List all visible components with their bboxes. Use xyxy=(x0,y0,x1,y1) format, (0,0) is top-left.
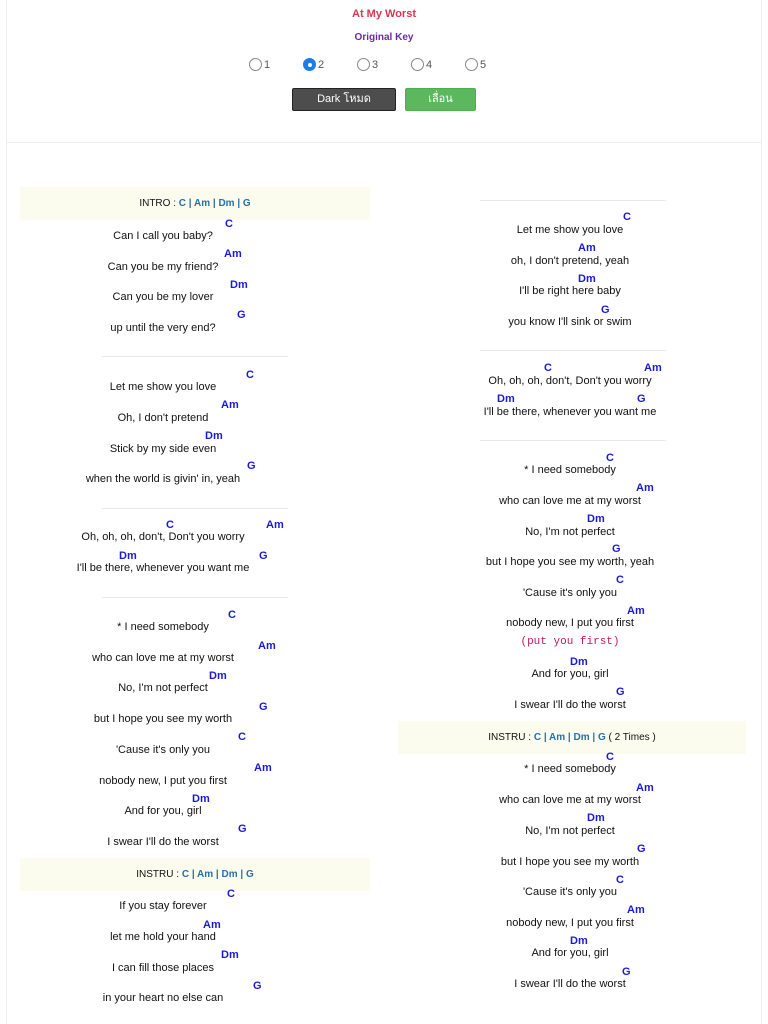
lyric-line: * I need somebody xyxy=(524,464,616,476)
chord: Am xyxy=(224,248,242,260)
chord: G xyxy=(253,980,262,992)
instru-repeat: ( 2 Times ) xyxy=(605,732,656,743)
chord: Dm xyxy=(570,656,588,668)
lyric-line: And for you, girl xyxy=(124,805,202,817)
instru-chords: C | Am | Dm | G xyxy=(533,732,606,743)
chord: Dm xyxy=(587,812,605,824)
lyric-line: I swear I'll do the worst xyxy=(514,978,626,990)
left-column xyxy=(20,0,370,1024)
font-size-option-2[interactable]: 2 xyxy=(303,58,357,71)
section-divider xyxy=(480,350,666,351)
lyric-line: 'Cause it's only you xyxy=(115,744,211,756)
lyric-line: No, I'm not perfect xyxy=(525,825,615,837)
font-size-option-4[interactable]: 4 xyxy=(411,58,465,71)
lyric-line: let me hold your hand xyxy=(110,931,216,943)
lyric-line: up until the very end? xyxy=(110,322,216,334)
lyric-line: who can love me at my worst xyxy=(499,794,641,806)
lyric-line: 'Cause it's only you xyxy=(522,886,618,898)
lyric-line: I can fill those places xyxy=(111,962,215,974)
lyric-line: 'Cause it's only you xyxy=(522,587,618,599)
chord: G xyxy=(259,550,268,562)
lyric-line: I'll be there, whenever you want me xyxy=(483,406,657,418)
instru-banner xyxy=(20,858,370,891)
chord: G xyxy=(259,701,268,713)
chord: C xyxy=(606,751,614,763)
instru-label: INSTRU : xyxy=(136,869,182,880)
chord: C xyxy=(606,452,614,464)
chord: Am xyxy=(578,242,596,254)
lyric-line: Oh, oh, oh, don't, Don't you worry xyxy=(81,531,245,543)
backing-vocal-note: (put you first) xyxy=(520,636,620,648)
chord: Am xyxy=(627,605,645,617)
instru-chords: C | Am | Dm | G xyxy=(181,869,254,880)
chord: Am xyxy=(644,362,662,374)
chord: G xyxy=(238,823,247,835)
chord: Am xyxy=(266,519,284,531)
chord: G xyxy=(622,966,631,978)
key-label[interactable]: Original Key xyxy=(354,32,414,43)
lyric-line: I'll be right here baby xyxy=(519,285,621,297)
chord: G xyxy=(616,686,625,698)
lyric-line: I swear I'll do the worst xyxy=(107,836,219,848)
chord: Am xyxy=(221,399,239,411)
chord: G xyxy=(247,460,256,472)
chord: Dm xyxy=(119,550,137,562)
lyric-line: but I hope you see my worth xyxy=(93,713,233,725)
chord: C xyxy=(616,574,624,586)
chord: Am xyxy=(636,482,654,494)
font-size-option-1[interactable]: 1 xyxy=(249,58,303,71)
chord: Dm xyxy=(205,430,223,442)
chord: Am xyxy=(203,919,221,931)
dark-mode-button[interactable]: Dark โหมด xyxy=(292,88,396,111)
lyric-line: but I hope you see my worth, yeah xyxy=(485,556,655,568)
chord: Dm xyxy=(497,393,515,405)
section-divider xyxy=(480,200,666,201)
lyric-line: nobody new, I put you first xyxy=(506,617,634,629)
chord: Dm xyxy=(209,670,227,682)
chord: C xyxy=(166,519,174,531)
chord: Dm xyxy=(221,949,239,961)
chord: C xyxy=(544,362,552,374)
lyric-line: If you stay forever xyxy=(119,900,207,912)
auto-scroll-button[interactable]: เลื่อน xyxy=(405,88,476,111)
section-divider xyxy=(102,356,288,357)
font-size-option-5[interactable]: 5 xyxy=(465,58,519,71)
chord: Dm xyxy=(192,793,210,805)
intro-label: INTRO : xyxy=(139,198,179,209)
section-divider xyxy=(102,597,288,598)
lyric-line: you know I'll sink or swim xyxy=(508,316,632,328)
lyric-line: nobody new, I put you first xyxy=(99,775,227,787)
chord: C xyxy=(623,211,631,223)
lyric-line: oh, I don't pretend, yeah xyxy=(510,255,630,267)
lyric-line: Stick by my side even xyxy=(109,443,217,455)
lyric-line: Can I call you baby? xyxy=(113,230,213,242)
lyric-line: who can love me at my worst xyxy=(92,652,234,664)
chord: G xyxy=(637,843,646,855)
chord: Dm xyxy=(570,935,588,947)
lyric-line: nobody new, I put you first xyxy=(506,917,634,929)
lyric-line: And for you, girl xyxy=(531,947,609,959)
chord: C xyxy=(616,874,624,886)
chord: C xyxy=(225,218,233,230)
lyric-line: No, I'm not perfect xyxy=(118,682,208,694)
lyric-line: Can you be my lover xyxy=(112,291,214,303)
lyric-line: I'll be there, whenever you want me xyxy=(76,562,250,574)
instru-banner xyxy=(398,721,746,754)
lyric-line: in your heart no else can xyxy=(102,992,224,1004)
chord: Am xyxy=(254,762,272,774)
lyric-line: And for you, girl xyxy=(531,668,609,680)
intro-banner xyxy=(20,187,370,220)
section-divider xyxy=(480,440,666,441)
right-column xyxy=(398,0,746,1024)
lyric-line: Oh, oh, oh, don't, Don't you worry xyxy=(488,375,652,387)
chord: G xyxy=(237,309,246,321)
chord: G xyxy=(612,543,621,555)
chord: C xyxy=(228,609,236,621)
chord: Am xyxy=(627,904,645,916)
chord: Dm xyxy=(230,279,248,291)
instru-label: INSTRU : xyxy=(488,732,534,743)
chord: Dm xyxy=(587,513,605,525)
lyric-line: Can you be my friend? xyxy=(107,261,219,273)
chord: Am xyxy=(258,640,276,652)
song-title: At My Worst xyxy=(352,8,416,20)
chord: C xyxy=(246,369,254,381)
lyric-line: I swear I'll do the worst xyxy=(514,699,626,711)
lyric-line: who can love me at my worst xyxy=(499,495,641,507)
intro-chords: C | Am | Dm | G xyxy=(178,198,251,209)
chord: G xyxy=(601,304,610,316)
chord: C xyxy=(227,888,235,900)
lyric-line: * I need somebody xyxy=(524,763,616,775)
lyric-line: Let me show you love xyxy=(516,224,624,236)
chord: G xyxy=(637,393,646,405)
lyric-line: Oh, I don't pretend xyxy=(117,412,209,424)
lyric-line: but I hope you see my worth xyxy=(500,856,640,868)
lyric-line: * I need somebody xyxy=(117,621,209,633)
lyric-line: Let me show you love xyxy=(109,381,217,393)
lyric-line: when the world is givin' in, yeah xyxy=(85,473,241,485)
chord: C xyxy=(238,731,246,743)
font-size-option-3[interactable]: 3 xyxy=(357,58,411,71)
chord: Dm xyxy=(578,273,596,285)
lyric-line: No, I'm not perfect xyxy=(525,526,615,538)
chord: Am xyxy=(636,782,654,794)
section-divider xyxy=(102,508,288,509)
